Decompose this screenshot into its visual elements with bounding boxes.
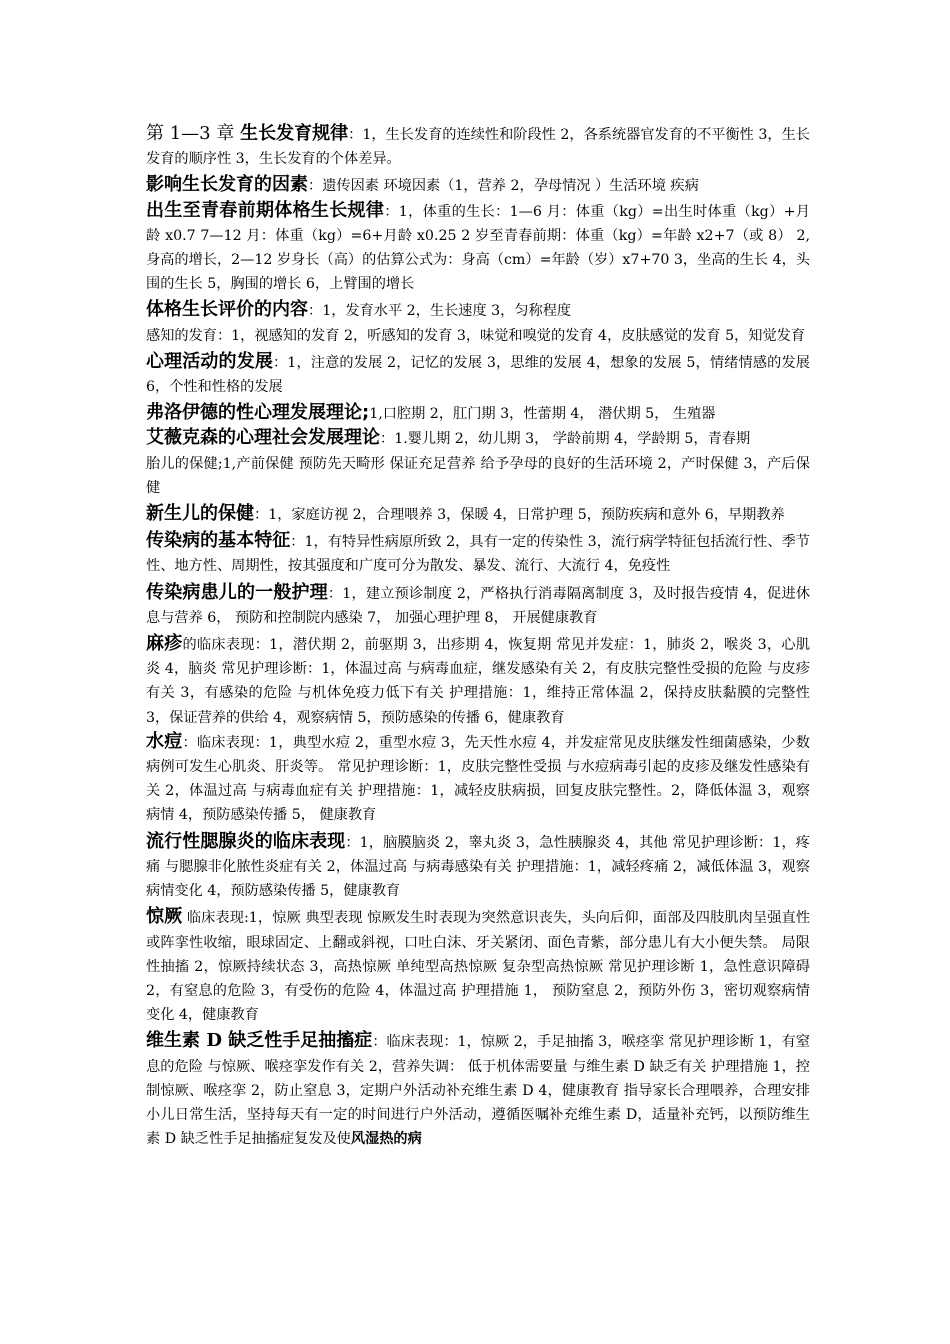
section-body: 胎儿的保健;1,产前保健 预防先天畸形 保证充足营养 给予孕母的良好的生活环境 2，产时保健 3，产后保健	[146, 455, 810, 496]
section-freud	[146, 401, 810, 426]
section-body: 1,口腔期 2，肛门期 3，性蕾期 4， 潜伏期 5， 生殖器	[369, 406, 716, 423]
section-body: ：1.婴儿期 2，幼儿期 3， 学龄前期 4，学龄期 5，青春期	[380, 431, 751, 448]
section-growth-evaluation	[146, 298, 810, 323]
section-body: ：1，有特异性病原所致 2，具有一定的传染性 3，流行病学特征包括流行性、季节性、地方性、周期性，按其强度和广度可分为散发、暴发、流行、大流行 4，免疫性	[146, 534, 810, 575]
section-measles	[146, 632, 810, 730]
section-heading: 水痘	[146, 730, 183, 752]
section-heading: 流行性腮腺炎的临床表现	[146, 830, 346, 852]
section-heading: 维生素 D 缺乏性手足抽搐症	[146, 1030, 373, 1052]
section-heading: 心理活动的发展	[146, 350, 273, 372]
section-heading: 影响生长发育的因素	[146, 174, 308, 196]
section-body: ：1，注意的发展 2，记忆的发展 3，思维的发展 4，想象的发展 5，情绪情感的发展 6，个性和性格的发展	[146, 354, 810, 396]
section-growth-factors	[146, 173, 810, 198]
section-infectious-nursing	[146, 581, 810, 630]
section-body: ：临床表现：1，典型水痘 2，重型水痘 3，先天性水痘 4，并发症常见皮肤继发性细菌感染，少数病例可发生心肌炎、肝炎等。 常见护理诊断：1，皮肤完整性受损 与水痘病毒引起的皮疹及继发性感染有关 2，体温过高 与病毒血症有关 护理措施：1，减轻皮肤病损，回复皮肤完整性。2，降低体温 3，观察病情 4，预防感染传播 5， 健康教育	[146, 734, 810, 824]
section-heading: 生长发育规律	[240, 123, 349, 144]
section-chickenpox	[146, 730, 810, 828]
section-body: ：临床表现：1，惊厥 2，手足抽搐 3，喉痉挛 常见护理诊断 1，有窒息的危险 与惊厥、喉痉挛发作有关 2，营养失调： 低于机体需要量 与维生素 D 缺乏有关 护理措施 1，控制惊厥、喉痉挛 2，防止窒息 3，定期户外活动补充维生素 D 4，健康教育 指导家长合理喂养，合理安排小儿日常生活，坚持每天有一定的时间进行户外活动，遵循医嘱补充维生素 D，适量补充钙，以预防维生素 D 缺乏性手足抽搐症复发及使	[146, 1034, 810, 1148]
section-heading: 麻疹	[146, 633, 183, 655]
chapter-label: 第 1—3 章	[146, 123, 241, 144]
section-newborn-care	[146, 502, 810, 527]
section-heading: 传染病患儿的一般护理	[146, 581, 328, 603]
section-heading: 体格生长评价的内容	[146, 299, 308, 321]
section-body: 临床表现:1，惊厥 典型表现 惊厥发生时表现为突然意识丧失，头向后仰，面部及四肢肌肉呈强直性或阵挛性收缩，眼球固定、上翻或斜视，口吐白沫、牙关紧闭、面色青紫，部分患儿有大小便失禁。 局限性抽搐 2，惊厥持续状态 3，高热惊厥 单纯型高热惊厥 复杂型高热惊厥 常见护理诊断 1，急性意识障碍 2，有窒息的危险 3，有受伤的危险 4，体温过高 护理措施 1， 预防窒息 2，预防外伤 3，密切观察病情变化 4，健康教育	[146, 910, 811, 1024]
section-infectious-features	[146, 529, 810, 578]
section-body: 的临床表现：1，潜伏期 2，前驱期 3，出疹期 4，恢复期 常见并发症：1，肺炎 2，喉炎 3，心肌炎 4，脑炎 常见护理诊断：1，体温过高 与病毒血症，继发感染有关 2，有皮肤完整性受损的危险 与皮疹有关 3，有感染的危险 与机体免疫力低下有关 护理措施：1，维持正常体温 2，保持皮肤黏膜的完整性 3，保证营养的供给 4，观察病情 5，预防感染的传播 6，健康教育	[146, 637, 811, 726]
section-erikson	[146, 426, 810, 451]
section-perception	[146, 324, 810, 348]
section-body: ：1，家庭访视 2，合理喂养 3，保暖 4，日常护理 5，预防疾病和意外 6，早期教养	[254, 507, 785, 524]
section-convulsion	[146, 905, 810, 1027]
section-body: ：1，发育水平 2，生长速度 3，匀称程度	[308, 303, 572, 320]
section-fetal-care	[146, 452, 810, 500]
section-psychology	[146, 350, 810, 399]
continued-heading-fragment: 风湿热的病	[350, 1131, 422, 1148]
section-physical-growth	[146, 199, 810, 297]
section-heading: 新生儿的保健	[146, 503, 254, 525]
section-vitamin-d-tetany	[146, 1029, 810, 1151]
section-mumps	[146, 830, 810, 904]
section-body: ：1，脑膜脑炎 2，睾丸炎 3，急性胰腺炎 4，其他 常见护理诊断：1，疼痛 与腮腺非化脓性炎症有关 2，体温过高 与病毒感染有关 护理措施：1，减轻疼痛 2，减低体温 3，观察病情变化 4，预防感染传播 5，健康教育	[146, 834, 810, 900]
section-heading: 弗洛伊德的性心理发展理论;	[146, 402, 370, 424]
section-heading: 出生至青春前期体格生长规律	[146, 199, 385, 221]
section-growth-rules	[146, 122, 810, 171]
section-heading: 艾薇克森的心理社会发展理论	[146, 427, 380, 449]
section-heading: 惊厥	[146, 906, 183, 928]
section-heading: 传染病的基本特征	[146, 530, 291, 552]
section-body: ：1，建立预诊制度 2，严格执行消毒隔离制度 3，及时报告疫情 4，促进休息与营养 6， 预防和控制院内感染 7， 加强心理护理 8， 开展健康教育	[146, 585, 811, 626]
section-body: ：1，体重的生长：1—6 月：体重（kg）=出生时体重（kg）+月龄 x0.7 7—12 月：体重（kg）=6+月龄 x0.25 2 岁至青春前期：体重（kg）=年龄 x2+7（或 8） 2,身高的增长，2—12 岁身长（高）的估算公式为：身高（cm）=年龄（岁）x7+70 3，坐高的生长 4，头围的生长 5，胸围的增长 6，上臂围的增长	[146, 203, 810, 293]
section-body: ：1，生长发育的连续性和阶段性 2，各系统器官发育的不平衡性 3，生长发育的顺序性 3，生长发育的个体差异。	[146, 127, 810, 168]
section-body: 感知的发育：1，视感知的发育 2，听感知的发育 3，味觉和嗅觉的发育 4，皮肤感觉的发育 5，知觉发育	[146, 327, 806, 344]
section-body: ：遗传因素 环境因素（1，营养 2，孕母情况 ）生活环境 疾病	[308, 178, 699, 195]
